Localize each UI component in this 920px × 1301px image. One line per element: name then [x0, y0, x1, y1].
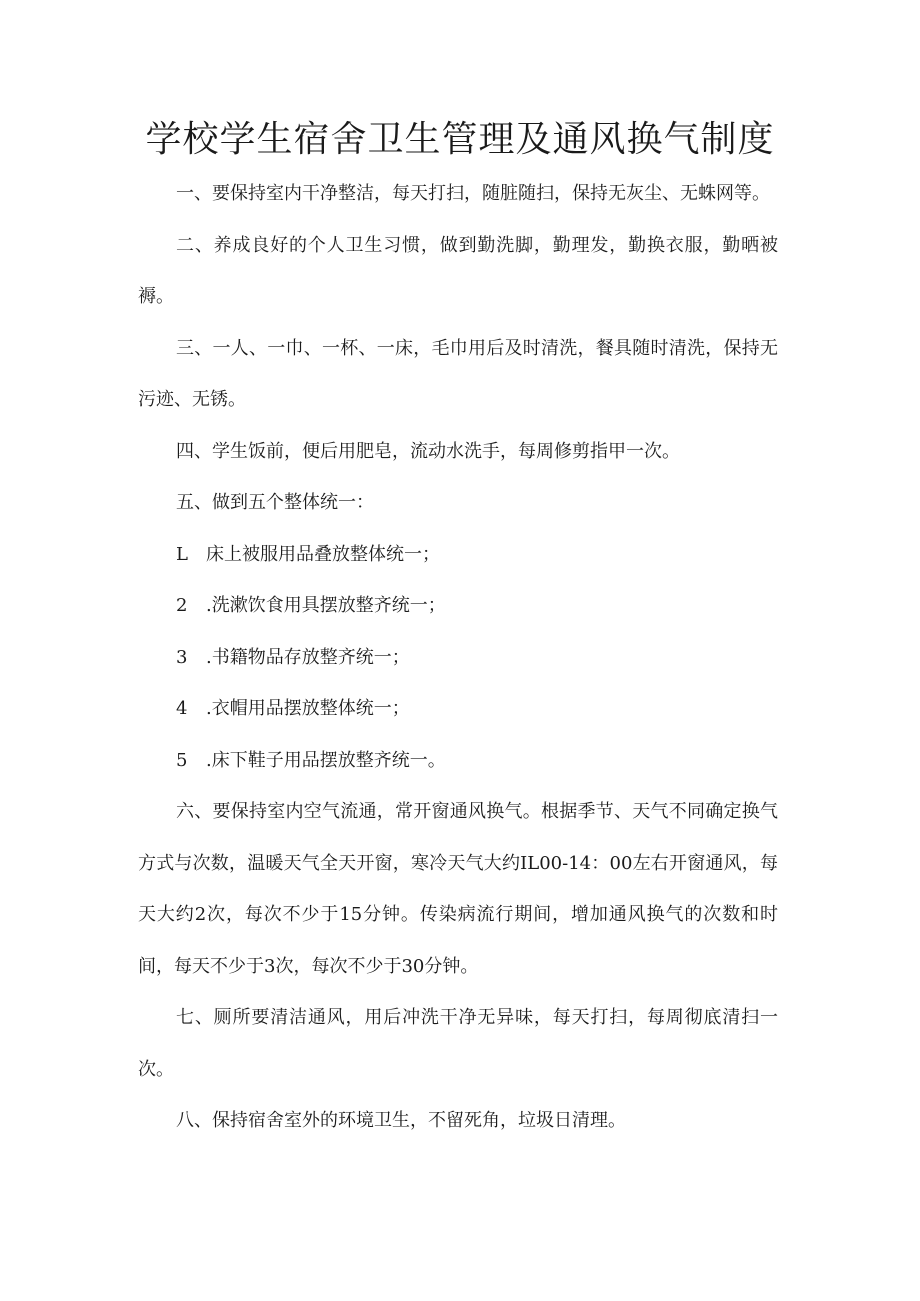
document-body — [138, 168, 778, 1147]
list-item-2 — [138, 580, 778, 632]
list-item-text: .衣帽用品摆放整体统一； — [206, 698, 410, 719]
list-item-number: 5 — [176, 749, 188, 771]
list-item-number: 3 — [176, 646, 188, 668]
list-item-text: 床上被服用品叠放整体统一； — [206, 543, 440, 565]
list-item-4 — [138, 683, 778, 735]
list-item-number: 4 — [176, 698, 188, 719]
document-title: 学校学生宿舍卫生管理及通风换气制度 — [145, 119, 775, 160]
list-item-text: .床下鞋子用品摆放整齐统一。 — [206, 749, 446, 771]
rule-paragraph-2: 二、养成良好的个人卫生习惯，做到勤洗脚，勤理发，勤换衣服，勤晒被褥。 — [138, 234, 778, 307]
list-item-5 — [138, 735, 778, 787]
list-item-text: .洗漱饮食用具摆放整齐统一； — [206, 595, 446, 616]
rule-paragraph-4: 四、学生饭前，便后用肥皂，流动水洗手，每周修剪指甲一次。 — [176, 440, 680, 462]
rule-paragraph-3: 三、一人、一巾、一杯、一床，毛巾用后及时清洗，餐具随时清洗，保持无污迹、无锈。 — [138, 337, 778, 410]
rule-paragraph-1: 一、要保持室内干净整洁，每天打扫，随脏随扫，保持无灰尘、无蛛网等。 — [176, 183, 770, 204]
list-item-number: L — [176, 543, 188, 565]
rule-paragraph-5: 五、做到五个整体统一： — [176, 492, 374, 513]
list-item-number: 2 — [176, 595, 188, 616]
rule-paragraph-8: 八、保持宿舍室外的环境卫生，不留死角，垃圾日清理。 — [176, 1110, 626, 1131]
list-item-1 — [138, 529, 778, 581]
list-item-3 — [138, 632, 778, 684]
rule-paragraph-6: 六、要保持室内空气流通，常开窗通风换气。根据季节、天气不同确定换气方式与次数，温暖天气全天开窗，寒冷天气大约IL00-14：00左右开窗通风，每天大约2次，每次不少于15分钟。传染病流行期间，增加通风换气的次数和时间，每天不少于3次，每次不少于30分钟。 — [138, 801, 778, 977]
list-item-text: .书籍物品存放整齐统一； — [206, 646, 410, 668]
rule-paragraph-7: 七、厕所要清洁通风，用后冲洗干净无异味，每天打扫，每周彻底清扫一次。 — [138, 1007, 778, 1080]
